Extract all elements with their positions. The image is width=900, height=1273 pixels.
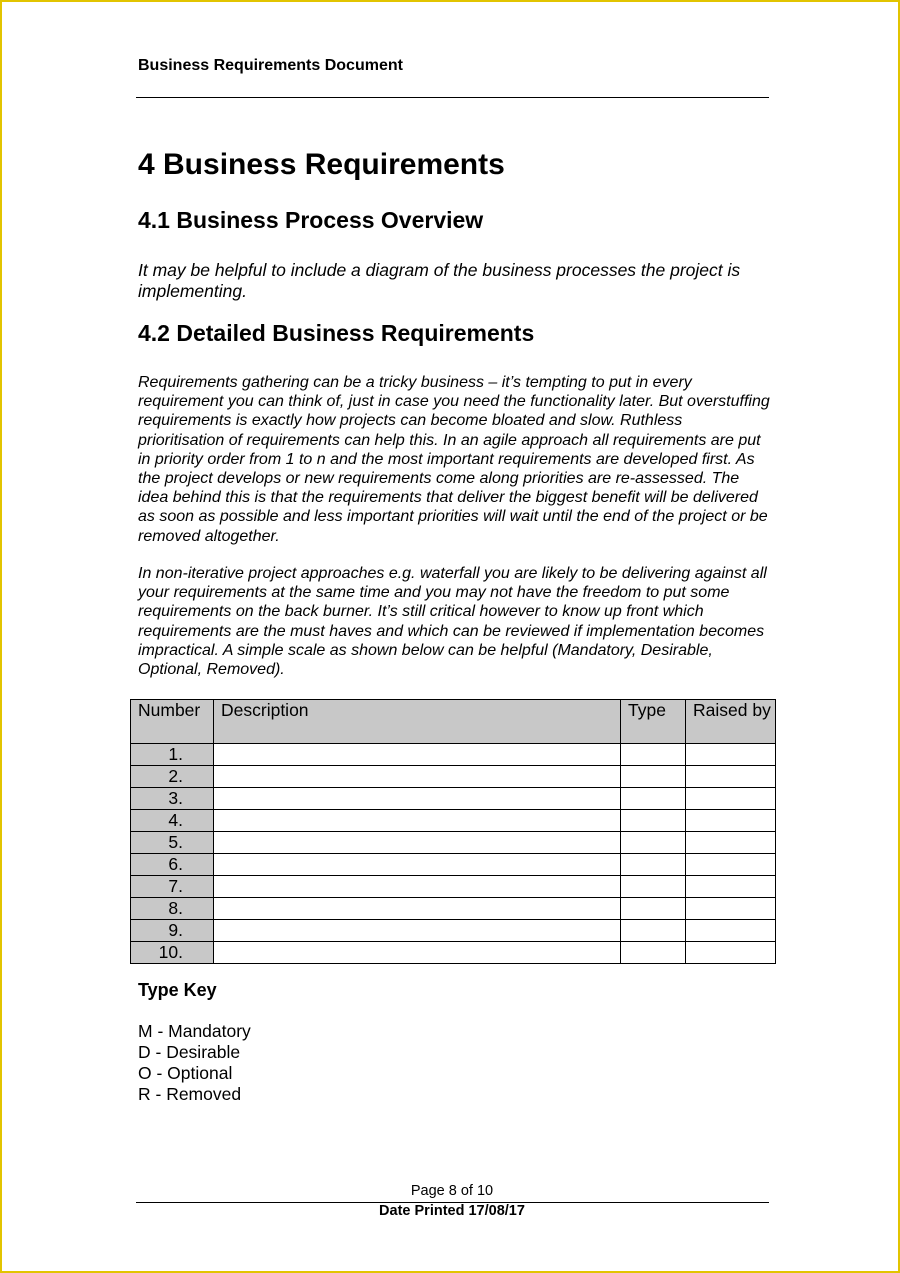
row-number: 5. bbox=[131, 832, 214, 854]
table-row bbox=[131, 876, 776, 898]
row-number: 7. bbox=[131, 876, 214, 898]
row-number: 4. bbox=[131, 810, 214, 832]
raised-by-cell[interactable] bbox=[686, 942, 776, 964]
table-row bbox=[131, 942, 776, 964]
type-cell[interactable] bbox=[621, 898, 686, 920]
description-cell[interactable] bbox=[214, 832, 621, 854]
type-cell[interactable] bbox=[621, 854, 686, 876]
raised-by-cell[interactable] bbox=[686, 920, 776, 942]
document-header-title: Business Requirements Document bbox=[138, 57, 403, 74]
table-row bbox=[131, 898, 776, 920]
type-key-item: M - Mandatory bbox=[138, 1021, 251, 1041]
col-number-header: Number bbox=[131, 700, 214, 744]
table-row bbox=[131, 810, 776, 832]
description-cell[interactable] bbox=[214, 942, 621, 964]
description-cell[interactable] bbox=[214, 920, 621, 942]
overview-text: It may be helpful to include a diagram of the business processes the project is implementing. bbox=[138, 260, 741, 301]
row-number: 9. bbox=[131, 920, 214, 942]
detailed-heading: 4.2 Detailed Business Requirements bbox=[138, 320, 535, 346]
type-cell[interactable] bbox=[621, 832, 686, 854]
row-number: 1. bbox=[131, 744, 214, 766]
type-key-item: D - Desirable bbox=[138, 1042, 241, 1062]
raised-by-cell[interactable] bbox=[686, 876, 776, 898]
description-cell[interactable] bbox=[214, 766, 621, 788]
overview-heading: 4.1 Business Process Overview bbox=[138, 207, 484, 233]
type-cell[interactable] bbox=[621, 744, 686, 766]
detailed-paragraph-1: Requirements gathering can be a tricky business – it’s tempting to put in every requirement you can think of, just in case you need the functionality later. But overstuffing requirements is exactly how projects can become bloated and slow. Ruthless prioritisation of requirements can help this. In an agile approach all requirements are put in priority order from 1 to n and the most important requirements are developed first. As the project develops or new requirements come along priorities are re-assessed. The idea behind this is that the requirements that deliver the biggest benefit will be delivered as soon as possible and less important priorities will wait until the end of the project or be removed altogether. bbox=[138, 374, 770, 545]
col-type-header: Type bbox=[621, 700, 686, 744]
type-cell[interactable] bbox=[621, 766, 686, 788]
row-number: 10. bbox=[131, 942, 214, 964]
type-key-list bbox=[138, 1021, 251, 1105]
row-number: 6. bbox=[131, 854, 214, 876]
row-number: 8. bbox=[131, 898, 214, 920]
table-row bbox=[131, 788, 776, 810]
footer-date-printed: Date Printed 17/08/17 bbox=[379, 1203, 525, 1219]
description-cell[interactable] bbox=[214, 898, 621, 920]
raised-by-cell[interactable] bbox=[686, 898, 776, 920]
row-number: 2. bbox=[131, 766, 214, 788]
header-rule bbox=[136, 97, 769, 98]
type-cell[interactable] bbox=[621, 942, 686, 964]
table-row bbox=[131, 920, 776, 942]
description-cell[interactable] bbox=[214, 810, 621, 832]
detailed-paragraph-2: In non-iterative project approaches e.g. waterfall you are likely to be delivering against all your requirements at the same time and you may not have the freedom to put some requirements on the back burner. It’s still critical however to know up front which requirements are the must haves and which can be reviewed if implementation becomes impractical. A simple scale as shown below can be helpful (Mandatory, Desirable, Optional, Removed). bbox=[138, 565, 767, 679]
raised-by-cell[interactable] bbox=[686, 832, 776, 854]
raised-by-cell[interactable] bbox=[686, 788, 776, 810]
col-raised-by-header: Raised by bbox=[686, 700, 776, 744]
type-key-item: O - Optional bbox=[138, 1063, 233, 1083]
table-row bbox=[131, 832, 776, 854]
description-cell[interactable] bbox=[214, 744, 621, 766]
table-header-row bbox=[131, 700, 776, 744]
requirements-table bbox=[130, 699, 776, 964]
type-cell[interactable] bbox=[621, 810, 686, 832]
raised-by-cell[interactable] bbox=[686, 810, 776, 832]
description-cell[interactable] bbox=[214, 876, 621, 898]
type-cell[interactable] bbox=[621, 920, 686, 942]
raised-by-cell[interactable] bbox=[686, 744, 776, 766]
type-key-item: R - Removed bbox=[138, 1084, 242, 1104]
table-row bbox=[131, 766, 776, 788]
footer-page-number: Page 8 of 10 bbox=[410, 1183, 494, 1199]
type-cell[interactable] bbox=[621, 876, 686, 898]
table-row bbox=[131, 854, 776, 876]
row-number: 3. bbox=[131, 788, 214, 810]
section-heading: 4 Business Requirements bbox=[138, 148, 505, 181]
description-cell[interactable] bbox=[214, 854, 621, 876]
raised-by-cell[interactable] bbox=[686, 854, 776, 876]
description-cell[interactable] bbox=[214, 788, 621, 810]
table-row bbox=[131, 744, 776, 766]
col-description-header: Description bbox=[214, 700, 621, 744]
raised-by-cell[interactable] bbox=[686, 766, 776, 788]
type-key-title: Type Key bbox=[138, 980, 217, 1000]
type-cell[interactable] bbox=[621, 788, 686, 810]
